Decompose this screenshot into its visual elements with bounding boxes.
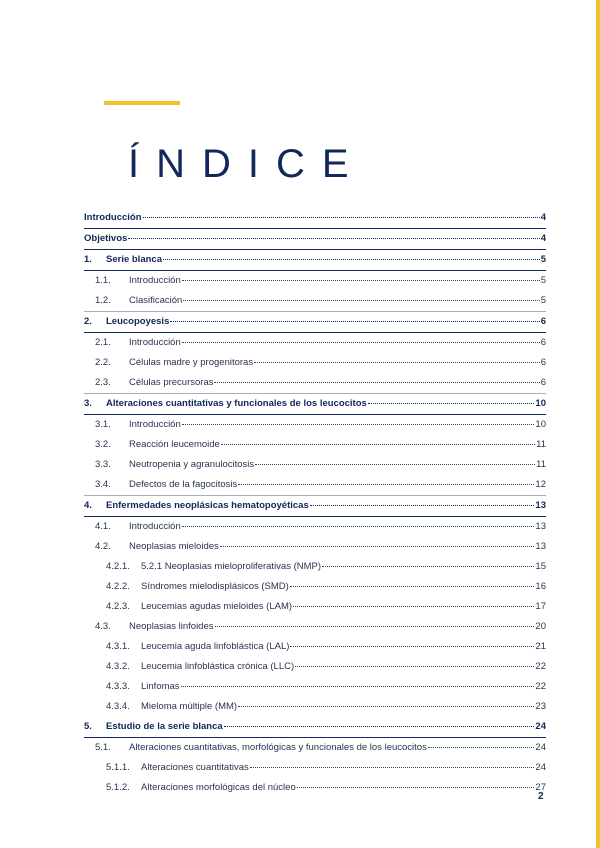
toc-dot-leader bbox=[293, 606, 534, 607]
toc-entry-page: 6 bbox=[540, 357, 546, 368]
toc-entry[interactable] bbox=[84, 435, 546, 455]
toc-entry-title: Neoplasias linfoides bbox=[129, 621, 214, 632]
toc-entry-title: Clasificación bbox=[129, 295, 183, 306]
toc-dot-leader bbox=[238, 706, 534, 707]
toc-dot-leader bbox=[170, 321, 539, 322]
toc-entry[interactable] bbox=[84, 597, 546, 617]
toc-dot-leader bbox=[322, 566, 534, 567]
right-accent-bar bbox=[596, 0, 600, 848]
toc-dot-leader bbox=[220, 546, 535, 547]
toc-entry[interactable] bbox=[84, 537, 546, 557]
toc-entry-title: Neutropenia y agranulocitosis bbox=[129, 459, 255, 470]
toc-entry-page: 10 bbox=[535, 419, 546, 430]
toc-entry-title: Linfomas bbox=[141, 681, 180, 692]
toc-entry-number: 4.3.1. bbox=[106, 641, 130, 652]
toc-entry-number: 4. bbox=[84, 500, 92, 511]
toc-entry[interactable] bbox=[84, 455, 546, 475]
toc-entry-page: 13 bbox=[535, 521, 546, 532]
toc-entry-page: 5 bbox=[540, 295, 546, 306]
toc-entry[interactable] bbox=[84, 333, 546, 353]
toc-entry-title: Objetivos bbox=[84, 233, 128, 244]
toc-entry-title: Síndromes mielodisplásicos (SMD) bbox=[141, 581, 289, 592]
toc-entry[interactable] bbox=[84, 229, 546, 250]
toc-entry-number: 2.1. bbox=[95, 337, 111, 348]
toc-entry[interactable] bbox=[84, 250, 546, 271]
toc-entry[interactable] bbox=[84, 394, 546, 415]
toc-entry[interactable] bbox=[84, 778, 546, 798]
toc-entry-page: 4 bbox=[540, 212, 546, 223]
toc-dot-leader bbox=[310, 505, 535, 506]
toc-entry-number: 2. bbox=[84, 316, 92, 327]
toc-entry-number: 3.2. bbox=[95, 439, 111, 450]
toc-entry-title: Serie blanca bbox=[106, 254, 162, 265]
toc-dot-leader bbox=[215, 626, 535, 627]
toc-entry[interactable] bbox=[84, 271, 546, 291]
toc-dot-leader bbox=[290, 646, 534, 647]
toc-dot-leader bbox=[182, 526, 535, 527]
toc-entry-page: 11 bbox=[536, 459, 546, 470]
toc-entry-page: 11 bbox=[536, 439, 546, 450]
toc-entry[interactable] bbox=[84, 373, 546, 394]
toc-entry-page: 6 bbox=[540, 377, 546, 388]
toc-entry-number: 4.3.2. bbox=[106, 661, 130, 672]
toc-entry-title: Alteraciones morfológicas del núcleo bbox=[141, 782, 296, 793]
toc-entry-title: Leucemia aguda linfoblástica (LAL) bbox=[141, 641, 290, 652]
toc-dot-leader bbox=[182, 424, 535, 425]
toc-entry-title: Leucemias agudas mieloides (LAM) bbox=[141, 601, 293, 612]
toc-entry[interactable] bbox=[84, 517, 546, 537]
toc-entry-number: 1.1. bbox=[95, 275, 111, 286]
toc-dot-leader bbox=[238, 484, 534, 485]
toc-entry-page: 27 bbox=[535, 782, 546, 793]
toc-entry-number: 4.2.3. bbox=[106, 601, 130, 612]
toc-dot-leader bbox=[295, 666, 534, 667]
toc-entry-title: Defectos de la fagocitosis bbox=[129, 479, 238, 490]
toc-entry[interactable] bbox=[84, 415, 546, 435]
toc-entry-title: Alteraciones cuantitativas, morfológicas y funcionales de los leucocitos bbox=[129, 742, 427, 753]
toc-entry[interactable] bbox=[84, 577, 546, 597]
toc-entry-number: 5.1.1. bbox=[106, 762, 130, 773]
toc-entry[interactable] bbox=[84, 312, 546, 333]
toc-entry[interactable] bbox=[84, 677, 546, 697]
toc-entry-number: 4.1. bbox=[95, 521, 111, 532]
toc-dot-leader bbox=[181, 686, 535, 687]
toc-dot-leader bbox=[183, 300, 539, 301]
toc-entry-page: 16 bbox=[535, 581, 546, 592]
toc-entry-page: 24 bbox=[535, 762, 546, 773]
toc-entry-title: Leucopoyesis bbox=[106, 316, 170, 327]
toc-dot-leader bbox=[428, 747, 535, 748]
toc-entry-number: 5.1.2. bbox=[106, 782, 130, 793]
toc-entry-title: 5.2.1 Neoplasias mieloproliferativas (NMP) bbox=[141, 561, 322, 572]
toc-entry-number: 2.3. bbox=[95, 377, 111, 388]
toc-entry-page: 24 bbox=[535, 742, 546, 753]
toc-entry-number: 2.2. bbox=[95, 357, 111, 368]
toc-entry[interactable] bbox=[84, 291, 546, 312]
toc-entry-number: 3. bbox=[84, 398, 92, 409]
toc-dot-leader bbox=[182, 280, 540, 281]
toc-entry-title: Células precursoras bbox=[129, 377, 214, 388]
toc-entry-page: 12 bbox=[535, 479, 546, 490]
page-number: 2 bbox=[538, 791, 544, 802]
toc-dot-leader bbox=[221, 444, 535, 445]
toc-entry[interactable] bbox=[84, 717, 546, 738]
toc-entry-page: 4 bbox=[540, 233, 546, 244]
toc-entry-page: 24 bbox=[535, 721, 546, 732]
toc-entry-title: Mieloma múltiple (MM) bbox=[141, 701, 238, 712]
toc-entry-number: 3.1. bbox=[95, 419, 111, 430]
toc-entry-number: 5.1. bbox=[95, 742, 111, 753]
toc-dot-leader bbox=[297, 787, 535, 788]
toc-entry-number: 3.4. bbox=[95, 479, 111, 490]
toc-entry-title: Introducción bbox=[129, 275, 181, 286]
toc-dot-leader bbox=[128, 238, 539, 239]
title-accent-line bbox=[104, 101, 180, 105]
toc-entry-page: 5 bbox=[540, 275, 546, 286]
toc-entry-page: 23 bbox=[535, 701, 546, 712]
toc-entry-title: Estudio de la serie blanca bbox=[106, 721, 223, 732]
toc-entry-number: 4.2. bbox=[95, 541, 111, 552]
toc-entry-title: Introducción bbox=[129, 521, 181, 532]
toc-dot-leader bbox=[290, 586, 535, 587]
toc-entry[interactable] bbox=[84, 496, 546, 517]
toc-entry-title: Reacción leucemoide bbox=[129, 439, 220, 450]
toc-entry[interactable] bbox=[84, 758, 546, 778]
table-of-contents bbox=[84, 208, 546, 798]
toc-dot-leader bbox=[254, 362, 540, 363]
toc-entry-page: 13 bbox=[535, 541, 546, 552]
toc-entry-page: 15 bbox=[535, 561, 546, 572]
toc-entry-title: Introducción bbox=[129, 419, 181, 430]
toc-dot-leader bbox=[214, 382, 539, 383]
toc-entry-number: 1.2. bbox=[95, 295, 111, 306]
toc-entry-page: 13 bbox=[535, 500, 546, 511]
toc-entry-page: 17 bbox=[535, 601, 546, 612]
toc-entry-title: Neoplasias mieloides bbox=[129, 541, 219, 552]
toc-entry[interactable] bbox=[84, 617, 546, 637]
toc-entry-title: Leucemia linfoblástica crónica (LLC) bbox=[141, 661, 295, 672]
toc-entry-page: 5 bbox=[540, 254, 546, 265]
toc-dot-leader bbox=[250, 767, 535, 768]
toc-entry-number: 3.3. bbox=[95, 459, 111, 470]
toc-dot-leader bbox=[224, 726, 535, 727]
toc-entry-number: 5. bbox=[84, 721, 92, 732]
toc-entry-number: 4.3.4. bbox=[106, 701, 130, 712]
toc-entry[interactable] bbox=[84, 738, 546, 758]
toc-entry-page: 21 bbox=[535, 641, 546, 652]
toc-dot-leader bbox=[255, 464, 535, 465]
toc-entry-title: Alteraciones cuantitativas y funcionales de los leucocitos bbox=[106, 398, 367, 409]
toc-entry-page: 6 bbox=[540, 316, 546, 327]
toc-entry[interactable] bbox=[84, 657, 546, 677]
toc-entry[interactable] bbox=[84, 557, 546, 577]
toc-entry-number: 4.2.2. bbox=[106, 581, 130, 592]
toc-entry[interactable] bbox=[84, 353, 546, 373]
toc-entry[interactable] bbox=[84, 697, 546, 717]
toc-entry[interactable] bbox=[84, 208, 546, 229]
toc-entry-title: Alteraciones cuantitativas bbox=[141, 762, 249, 773]
toc-dot-leader bbox=[143, 217, 540, 218]
toc-entry-number: 4.3. bbox=[95, 621, 111, 632]
toc-dot-leader bbox=[182, 342, 540, 343]
toc-entry-title: Introducción bbox=[84, 212, 142, 223]
toc-entry[interactable] bbox=[84, 637, 546, 657]
toc-entry-title: Células madre y progenitoras bbox=[129, 357, 254, 368]
toc-entry-title: Introducción bbox=[129, 337, 181, 348]
toc-entry-number: 1. bbox=[84, 254, 92, 265]
toc-entry-title: Enfermedades neoplásicas hematopoyéticas bbox=[106, 500, 309, 511]
toc-entry-page: 20 bbox=[535, 621, 546, 632]
toc-entry-page: 6 bbox=[540, 337, 546, 348]
toc-entry-page: 22 bbox=[535, 661, 546, 672]
toc-dot-leader bbox=[368, 403, 535, 404]
toc-entry-page: 10 bbox=[535, 398, 546, 409]
toc-entry[interactable] bbox=[84, 475, 546, 496]
toc-entry-number: 4.2.1. bbox=[106, 561, 130, 572]
toc-dot-leader bbox=[163, 259, 540, 260]
toc-entry-page: 22 bbox=[535, 681, 546, 692]
page-title: ÍNDICE bbox=[128, 142, 366, 186]
toc-entry-number: 4.3.3. bbox=[106, 681, 130, 692]
